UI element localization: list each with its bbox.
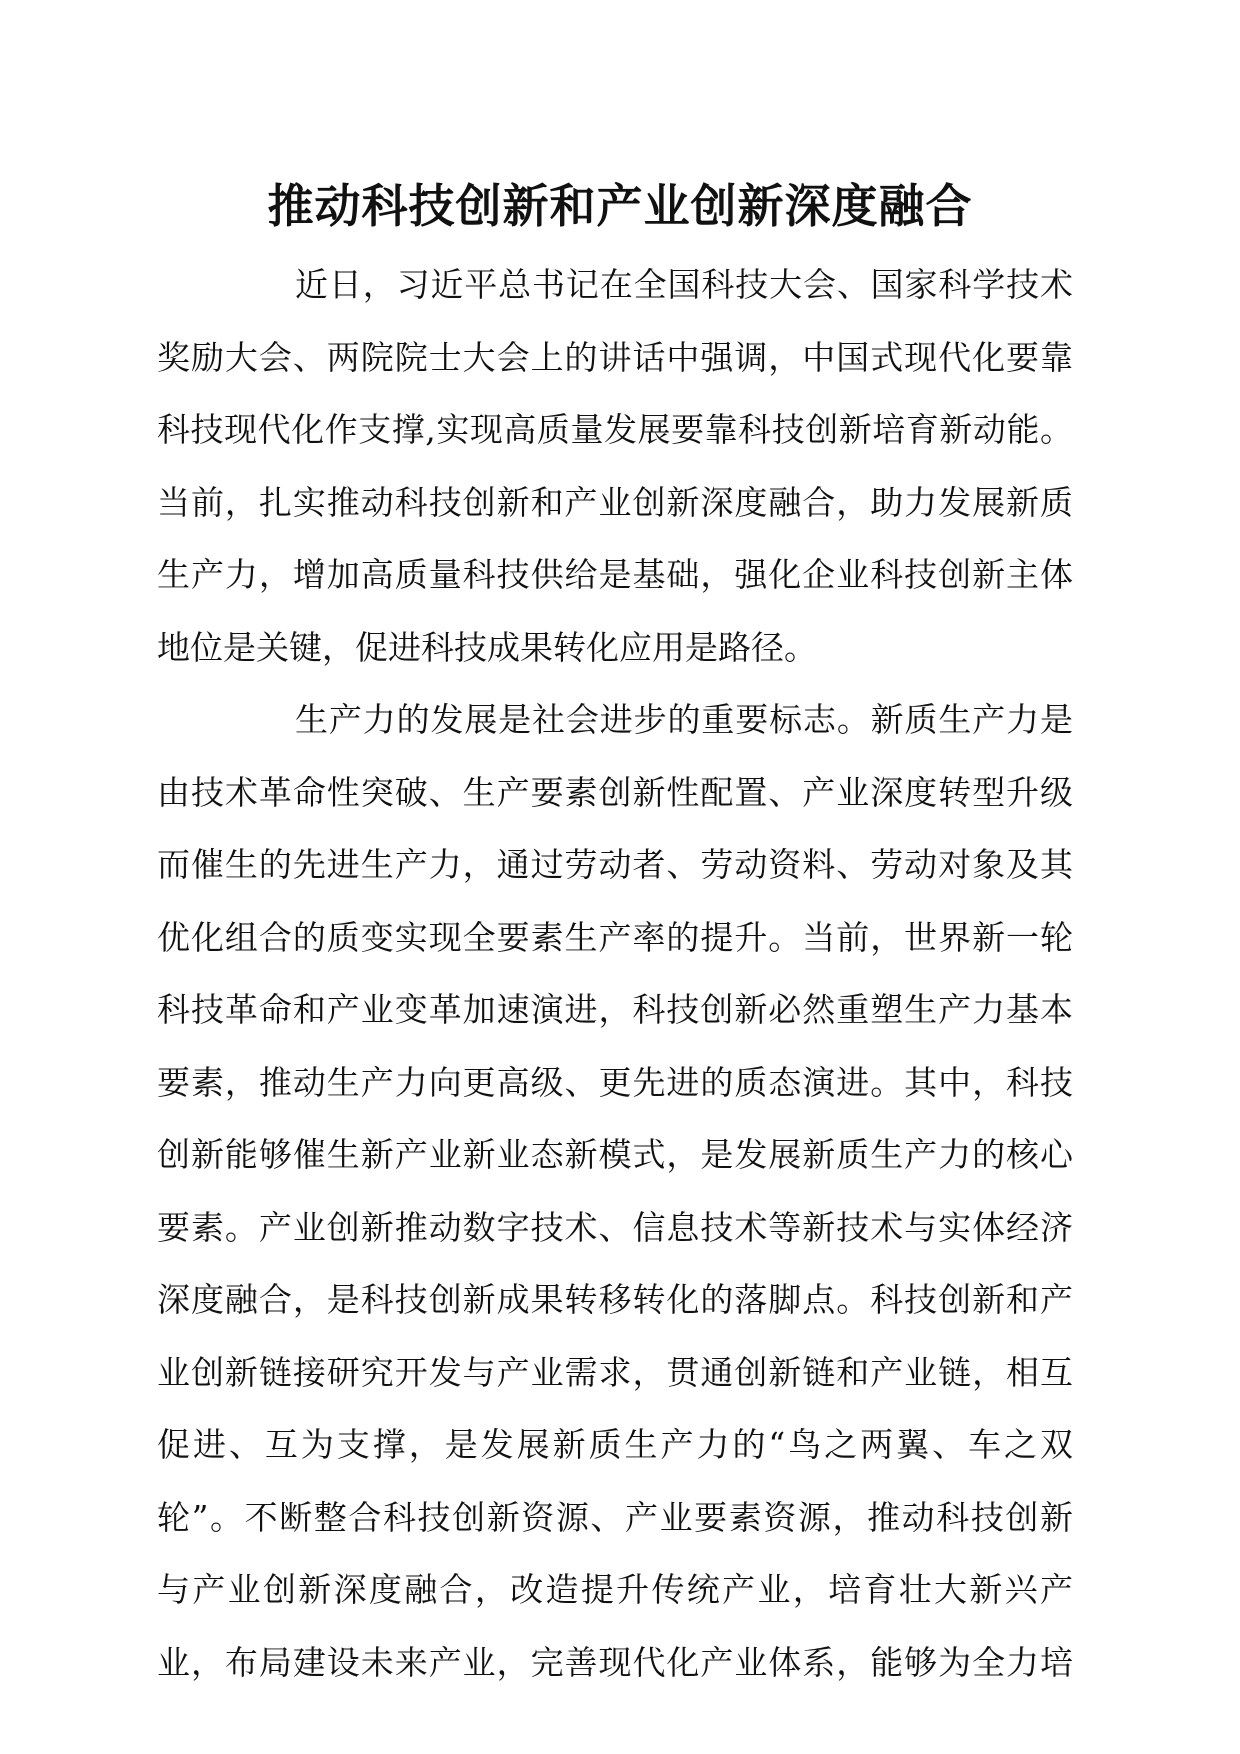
paragraph-1 — [157, 249, 1073, 684]
text-line: 促进、互为支撑，是发展新质生产力的“鸟之两翼、车之双 — [157, 1425, 1073, 1464]
text-line: 要素。产业创新推动数字技术、信息技术等新技术与实体经济 — [157, 1207, 1073, 1247]
paragraph-2 — [157, 684, 1073, 1699]
text-line: 由技术革命性突破、生产要素创新性配置、产业深度转型升级 — [157, 772, 1073, 812]
text-line: 业，布局建设未来产业，完善现代化产业体系，能够为全力培 — [157, 1642, 1073, 1682]
text-line: 奖励大会、两院院士大会上的讲话中强调，中国式现代化要靠 — [157, 337, 1073, 377]
text-line: 轮”。不断整合科技创新资源、产业要素资源，推动科技创新 — [157, 1497, 1073, 1537]
text-line: 深度融合，是科技创新成果转移转化的落脚点。科技创新和产 — [157, 1280, 1073, 1319]
document-title: 推动科技创新和产业创新深度融合 — [267, 179, 973, 233]
text-line: 地位是关键，促进科技成果转化应用是路径。 — [157, 627, 817, 667]
text-line: 与产业创新深度融合，改造提升传统产业，培育壮大新兴产 — [157, 1570, 1073, 1609]
text-line: 科技现代化作支撑,实现高质量发展要靠科技创新培育新动能。 — [157, 410, 1073, 449]
text-line: 近日，习近平总书记在全国科技大会、国家科学技术 — [295, 265, 1073, 304]
text-line: 创新能够催生新产业新业态新模式，是发展新质生产力的核心 — [157, 1135, 1073, 1174]
text-line: 业创新链接研究开发与产业需求，贯通创新链和产业链，相互 — [157, 1352, 1073, 1392]
text-line: 要素，推动生产力向更高级、更先进的质态演进。其中，科技 — [157, 1062, 1073, 1102]
text-line: 生产力的发展是社会进步的重要标志。新质生产力是 — [295, 700, 1073, 739]
text-line: 科技革命和产业变革加速演进，科技创新必然重塑生产力基本 — [157, 990, 1073, 1029]
text-line: 当前，扎实推动科技创新和产业创新深度融合，助力发展新质 — [157, 482, 1073, 522]
text-line: 优化组合的质变实现全要素生产率的提升。当前，世界新一轮 — [157, 917, 1073, 957]
text-line: 而催生的先进生产力，通过劳动者、劳动资料、劳动对象及其 — [157, 845, 1073, 884]
text-line: 生产力，增加高质量科技供给是基础，强化企业科技创新主体 — [157, 555, 1073, 594]
document-body — [157, 249, 1073, 1699]
